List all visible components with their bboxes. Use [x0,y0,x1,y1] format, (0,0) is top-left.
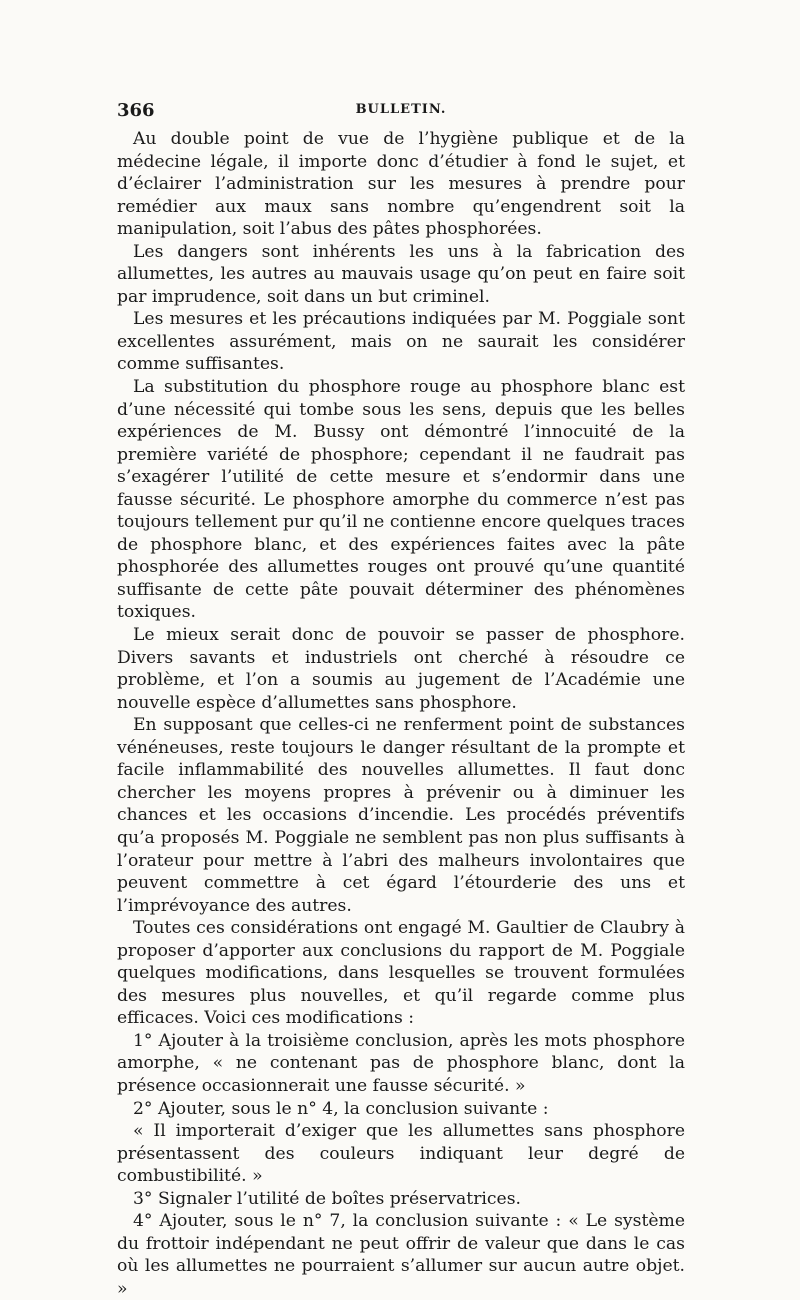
paragraph: En supposant que celles-ci ne renferment point de substances vénéneuses, reste toujours le danger résultant de la prompte et facile inflammabilité des nouvelles allumettes. Il faut donc chercher les moyens propres à prévenir ou à diminuer les chances et les occasions d’incendie. Les procédés préventifs qu’a proposés M. Poggiale ne semblent pas non plus suffisants à l’orateur pour mettre à l’abri des malheurs involontaires que peuvent commettre à cet égard l’étourderie des uns et l’imprévoyance des autres. [117,715,685,916]
paragraph: Toutes ces considérations ont engagé M. Gaultier de Claubry à proposer d’apporter aux conclusions du rapport de M. Poggiale quelques modifications, dans lesquelles se trouvent formulées des mesures plus nouvelles, et qu’il regarde comme plus efficaces. Voici ces modifications : [117,918,685,1029]
paragraph: Au double point de vue de l’hygiène publique et de la médecine légale, il importe donc d’étudier à fond le sujet, et d’éclairer l’administration sur les mesures à prendre pour remédier aux maux sans nombre qu’engendrent soit la manipulation, soit l’abus des pâtes phosphorées. [117,129,685,240]
paragraph: 1° Ajouter à la troisième conclusion, après les mots phosphore amorphe, « ne contenant pas de phosphore blanc, dont la présence occasionnerait une fausse sécurité. » [117,1030,685,1096]
paragraph: 2° Ajouter, sous le n° 4, la conclusion suivante : [133,1098,549,1119]
paragraph: La substitution du phosphore rouge au phosphore blanc est d’une nécessité qui tombe sous les sens, depuis que les belles expériences de M. Bussy ont démontré l’innocuité de la première variété de phosphore; cependant il ne faudrait pas s’exagérer l’utilité de cette mesure et s’endormir dans une fausse sécurité. Le phosphore amorphe du commerce n’est pas toujours tellement pur qu’il ne contienne encore quelques traces de phosphore blanc, et des expériences faites avec la pâte phosphorée des allumettes rouges ont prouvé qu’une quantité suffisante de cette pâte pouvait déterminer des phénomènes toxiques. [117,377,685,623]
paragraph: Le mieux serait donc de pouvoir se passer de phosphore. Divers savants et industriels ont cherché à résoudre ce problème, et l’on a soumis au jugement de l’Académie une nouvelle espèce d’allumettes sans phosphore. [117,625,685,713]
page-number: 366 [117,100,155,121]
page-header [117,100,685,126]
paragraph: 4° Ajouter, sous le n° 7, la conclusion suivante : « Le système du frottoir indépendant ne peut offrir de valeur que dans le cas où les allumettes ne pourraient s’allumer sur aucun autre objet. » [117,1211,685,1299]
paragraph: « Il importerait d’exiger que les allumettes sans phosphore présentassent des couleurs indiquant leur degré de combustibilité. » [117,1121,685,1187]
paragraph: Les dangers sont inhérents les uns à la fabrication des allumettes, les autres au mauvais usage qu’on peut en faire soit par imprudence, soit dans un but criminel. [117,241,685,307]
running-head: BULLETIN. [355,102,447,117]
paragraph: 3° Signaler l’utilité de boîtes préservatrices. [133,1188,522,1209]
paragraph: Les mesures et les précautions indiquées par M. Poggiale sont excellentes assurément, mais on ne saurait les considérer comme suffisantes. [117,309,685,375]
body-text [117,128,685,1300]
